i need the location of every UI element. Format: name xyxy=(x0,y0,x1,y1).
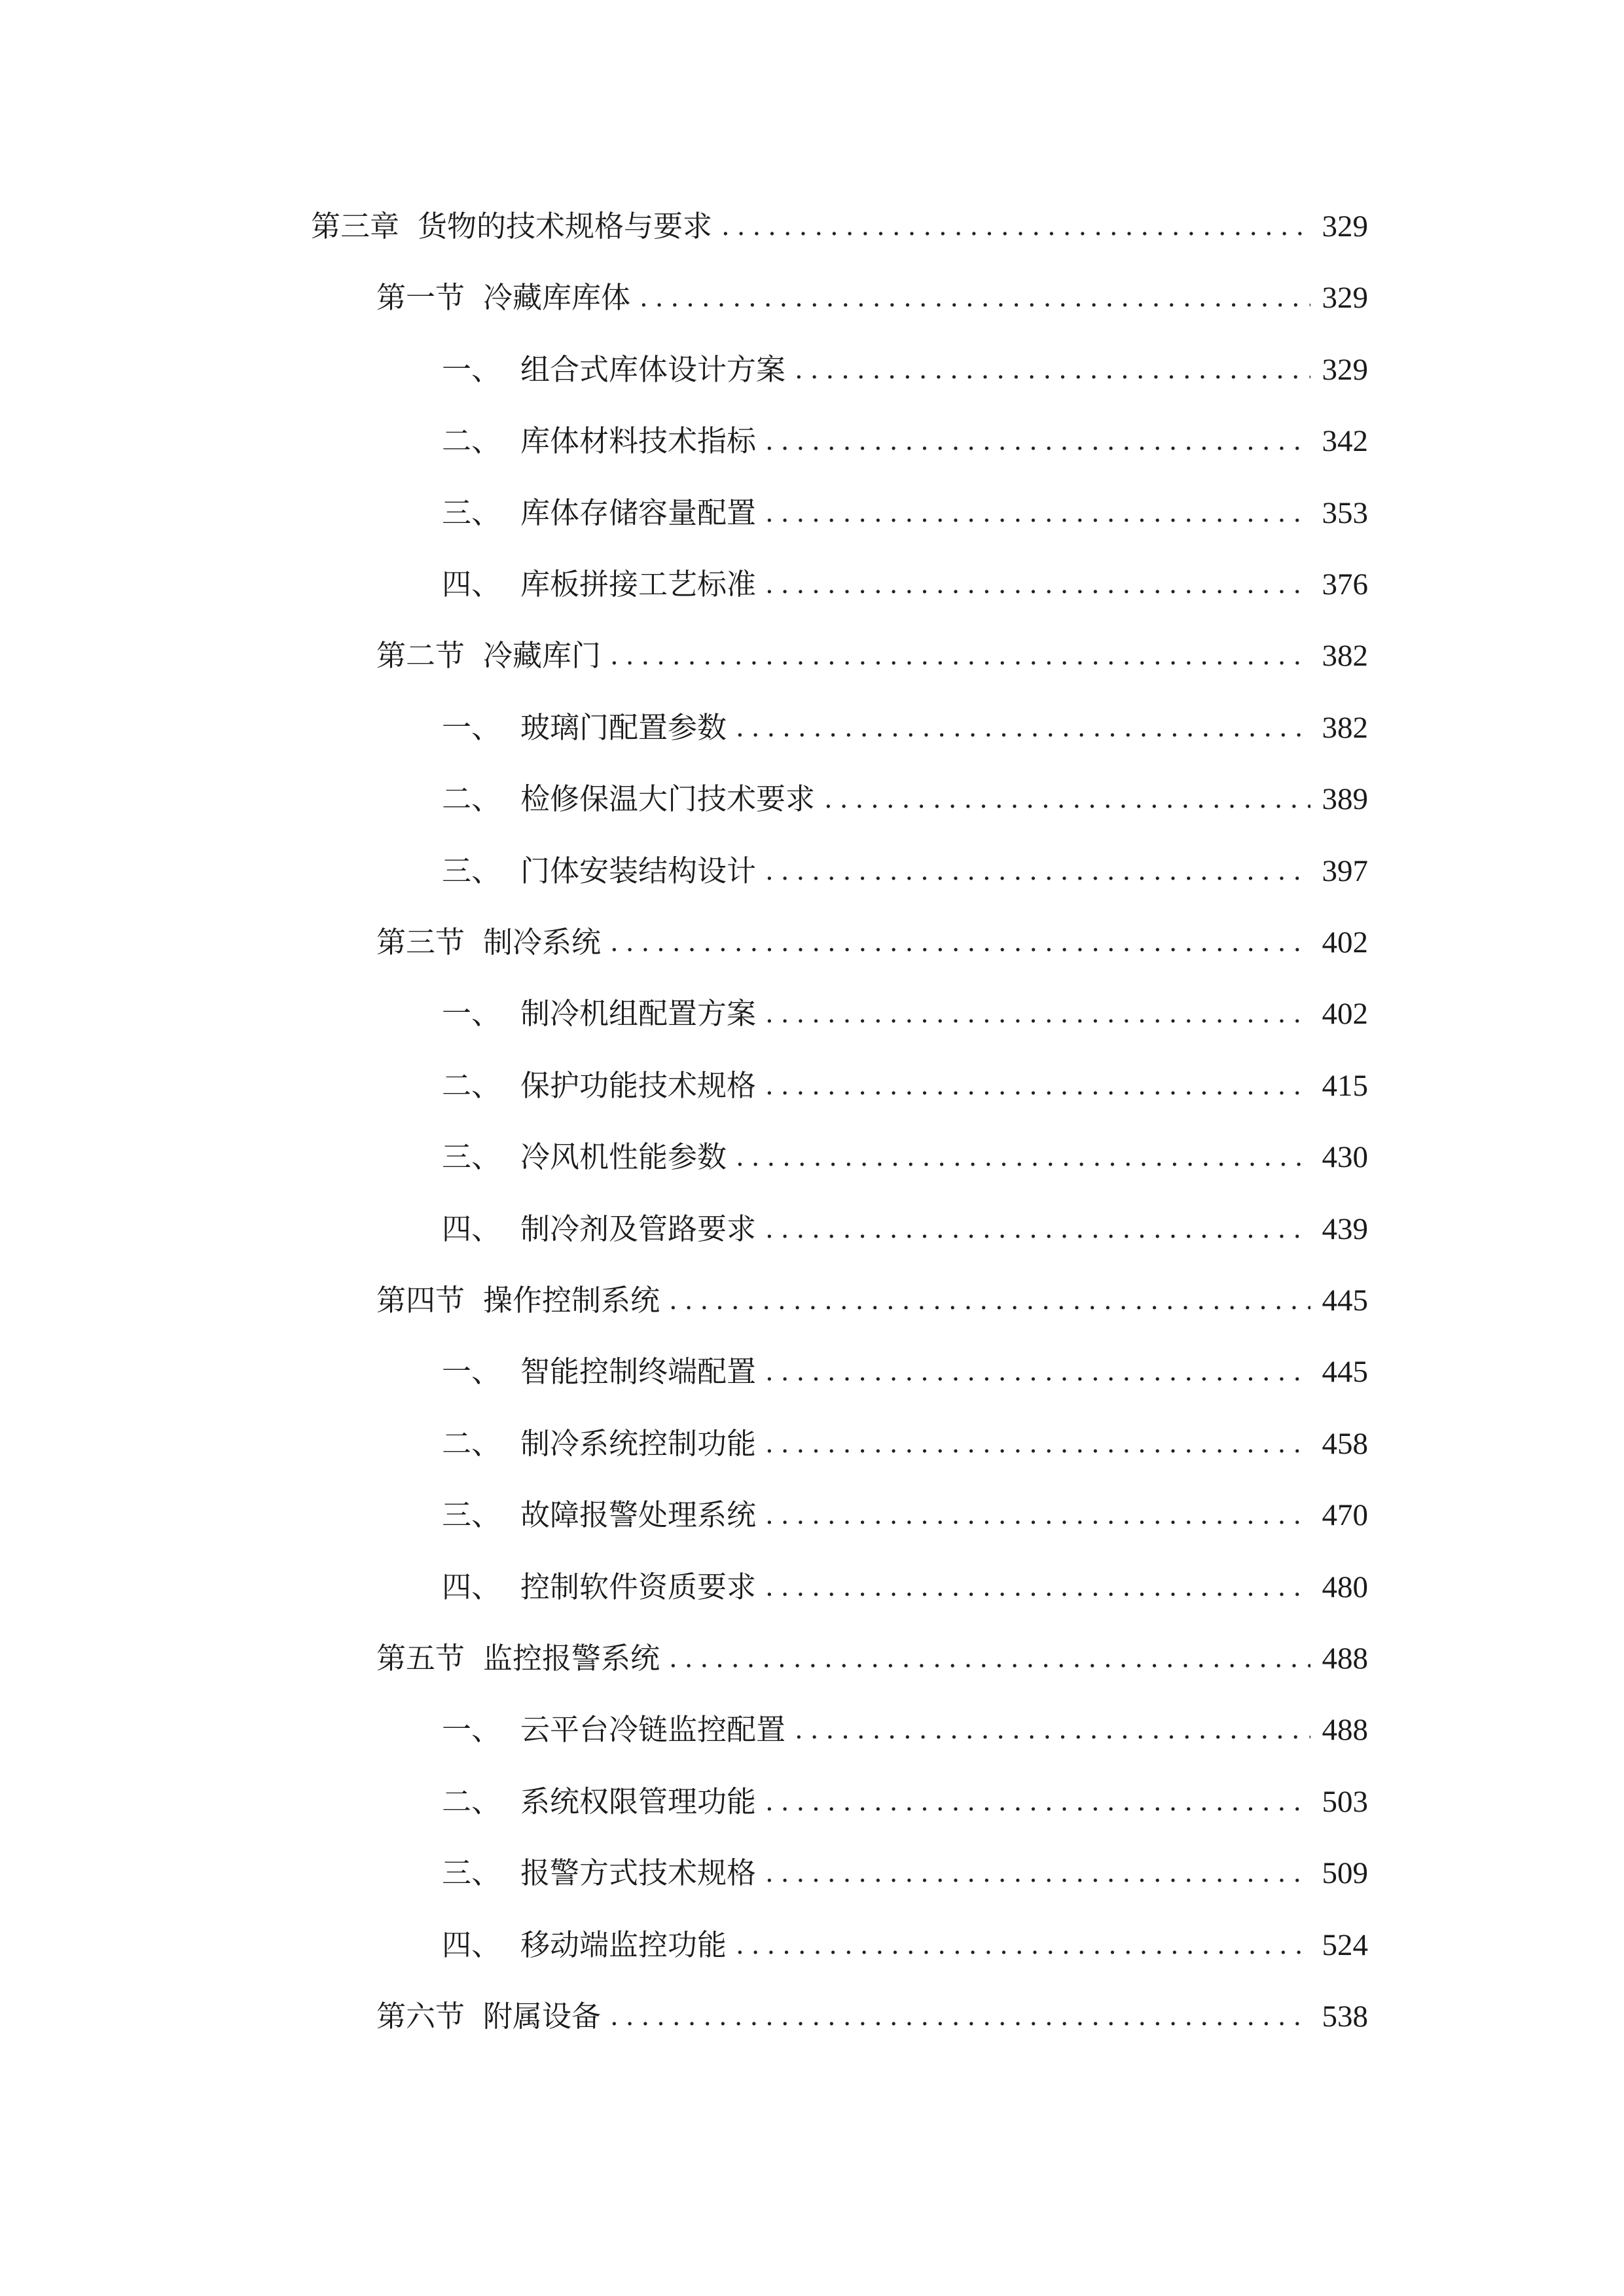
entry-number: 三、 xyxy=(442,495,501,530)
entry-title: 组合式库体设计方案 xyxy=(520,352,786,387)
leader-dots xyxy=(765,853,1310,889)
page-number: 389 xyxy=(1322,782,1368,816)
toc-entry-chapter-3[interactable] xyxy=(311,192,1368,245)
entry-title: 系统权限管理功能 xyxy=(520,1784,757,1819)
entry-title: 云平台冷链监控配置 xyxy=(520,1712,786,1747)
toc-entry-item[interactable] xyxy=(442,694,1368,746)
entry-title: 控制软件资质要求 xyxy=(520,1570,757,1604)
page-number: 397 xyxy=(1322,854,1368,888)
toc-entry-section-2[interactable] xyxy=(376,622,1368,674)
leader-dots xyxy=(640,279,1310,316)
toc-entry-item[interactable] xyxy=(442,1768,1368,1820)
page-number: 353 xyxy=(1322,496,1368,530)
entry-title: 库板拼接工艺标准 xyxy=(520,567,757,601)
entry-number: 一、 xyxy=(442,1712,501,1747)
page-number: 488 xyxy=(1322,1641,1368,1676)
page-number: 382 xyxy=(1322,639,1368,673)
page-number: 538 xyxy=(1322,2000,1368,2034)
page-number: 382 xyxy=(1322,711,1368,745)
entry-title: 制冷系统 xyxy=(483,925,602,960)
page-number: 524 xyxy=(1322,1928,1368,1962)
entry-title: 智能控制终端配置 xyxy=(520,1354,757,1389)
page-number: 488 xyxy=(1322,1713,1368,1747)
toc-entry-item[interactable] xyxy=(442,980,1368,1032)
toc-entry-item[interactable] xyxy=(442,336,1368,388)
toc-entry-item[interactable] xyxy=(442,1052,1368,1104)
entry-title: 库体存储容量配置 xyxy=(520,495,757,530)
page-number: 342 xyxy=(1322,424,1368,458)
entry-number: 三、 xyxy=(442,1498,501,1532)
toc-entry-item[interactable] xyxy=(442,1195,1368,1247)
page-number: 415 xyxy=(1322,1069,1368,1103)
toc-entry-item[interactable] xyxy=(442,1911,1368,1964)
toc-entry-section-5[interactable] xyxy=(376,1624,1368,1677)
leader-dots xyxy=(736,709,1310,746)
toc-entry-item[interactable] xyxy=(442,479,1368,531)
toc-entry-section-4[interactable] xyxy=(376,1266,1368,1319)
toc-entry-section-6[interactable] xyxy=(376,1982,1368,2035)
page-number: 402 xyxy=(1322,997,1368,1031)
page-number: 376 xyxy=(1322,567,1368,601)
leader-dots xyxy=(736,1139,1310,1175)
page-number: 329 xyxy=(1322,353,1368,387)
entry-number: 二、 xyxy=(442,423,501,458)
entry-number: 四、 xyxy=(442,567,501,601)
toc-entry-item[interactable] xyxy=(442,407,1368,459)
page-number: 439 xyxy=(1322,1212,1368,1246)
leader-dots xyxy=(765,1497,1310,1534)
leader-dots xyxy=(765,1211,1310,1247)
page-number: 430 xyxy=(1322,1140,1368,1174)
entry-title: 冷藏库门 xyxy=(483,638,602,673)
entry-number: 三、 xyxy=(442,1856,501,1890)
toc-entry-item[interactable] xyxy=(442,765,1368,817)
leader-dots xyxy=(765,1784,1310,1820)
entry-number: 二、 xyxy=(442,781,501,816)
page-number: 458 xyxy=(1322,1427,1368,1461)
entry-title: 移动端监控功能 xyxy=(520,1928,727,1962)
page-number: 445 xyxy=(1322,1355,1368,1389)
leader-dots xyxy=(765,1067,1310,1104)
leader-dots xyxy=(736,1927,1310,1964)
leader-dots xyxy=(765,1354,1310,1390)
leader-dots xyxy=(795,1712,1310,1748)
page-number: 509 xyxy=(1322,1856,1368,1890)
leader-dots xyxy=(610,924,1310,961)
entry-number: 四、 xyxy=(442,1211,501,1246)
entry-number: 第一节 xyxy=(376,280,465,315)
entry-number: 一、 xyxy=(442,996,501,1031)
leader-dots xyxy=(610,1998,1310,2035)
toc-entry-item[interactable] xyxy=(442,1696,1368,1748)
page-number: 470 xyxy=(1322,1498,1368,1532)
entry-title: 保护功能技术规格 xyxy=(520,1068,757,1103)
leader-dots xyxy=(795,351,1310,388)
entry-title: 冷藏库库体 xyxy=(483,280,631,315)
toc-entry-item[interactable] xyxy=(442,1839,1368,1892)
entry-title: 监控报警系统 xyxy=(483,1641,660,1676)
entry-number: 第四节 xyxy=(376,1283,465,1318)
entry-title: 货物的技术规格与要求 xyxy=(418,209,713,243)
entry-number: 第二节 xyxy=(376,638,465,673)
entry-title: 库体材料技术指标 xyxy=(520,423,757,458)
entry-number: 二、 xyxy=(442,1426,501,1461)
leader-dots xyxy=(765,1426,1310,1462)
toc-entry-item[interactable] xyxy=(442,1123,1368,1175)
entry-number: 第六节 xyxy=(376,1999,465,2034)
entry-number: 三、 xyxy=(442,1139,501,1174)
page-number: 445 xyxy=(1322,1283,1368,1318)
entry-number: 一、 xyxy=(442,710,501,745)
toc-entry-item[interactable] xyxy=(442,1553,1368,1605)
page-number: 329 xyxy=(1322,281,1368,315)
toc-entry-item[interactable] xyxy=(442,1481,1368,1534)
page-number: 480 xyxy=(1322,1570,1368,1604)
entry-number: 二、 xyxy=(442,1784,501,1819)
entry-title: 制冷系统控制功能 xyxy=(520,1426,757,1461)
entry-title: 制冷剂及管路要求 xyxy=(520,1211,757,1246)
entry-title: 检修保温大门技术要求 xyxy=(520,781,816,816)
leader-dots xyxy=(669,1282,1310,1319)
leader-dots xyxy=(765,996,1310,1032)
entry-title: 故障报警处理系统 xyxy=(520,1498,757,1532)
leader-dots xyxy=(721,208,1310,245)
entry-number: 第三章 xyxy=(311,209,400,243)
entry-title: 操作控制系统 xyxy=(483,1283,660,1318)
entry-title: 报警方式技术规格 xyxy=(520,1856,757,1890)
entry-number: 四、 xyxy=(442,1928,501,1962)
entry-number: 一、 xyxy=(442,352,501,387)
entry-title: 制冷机组配置方案 xyxy=(520,996,757,1031)
toc-entry-item[interactable] xyxy=(442,1338,1368,1390)
entry-title: 门体安装结构设计 xyxy=(520,853,757,888)
page-number: 402 xyxy=(1322,925,1368,960)
leader-dots xyxy=(765,495,1310,531)
toc-entry-item[interactable] xyxy=(442,1410,1368,1462)
entry-title: 玻璃门配置参数 xyxy=(520,710,727,745)
entry-number: 第三节 xyxy=(376,925,465,960)
leader-dots xyxy=(610,637,1310,674)
entry-title: 附属设备 xyxy=(483,1999,602,2034)
entry-number: 第五节 xyxy=(376,1641,465,1676)
entry-title: 冷风机性能参数 xyxy=(520,1139,727,1174)
toc-entry-item[interactable] xyxy=(442,837,1368,889)
leader-dots xyxy=(669,1640,1310,1677)
page-number: 503 xyxy=(1322,1785,1368,1819)
leader-dots xyxy=(765,423,1310,459)
entry-number: 三、 xyxy=(442,853,501,888)
entry-number: 四、 xyxy=(442,1570,501,1604)
leader-dots xyxy=(765,1569,1310,1605)
toc-entry-item[interactable] xyxy=(442,550,1368,603)
entry-number: 一、 xyxy=(442,1354,501,1389)
leader-dots xyxy=(765,566,1310,603)
toc-entry-section-1[interactable] xyxy=(376,264,1368,316)
page-number: 329 xyxy=(1322,209,1368,243)
leader-dots xyxy=(765,1855,1310,1892)
entry-number: 二、 xyxy=(442,1068,501,1103)
toc-entry-section-3[interactable] xyxy=(376,908,1368,961)
leader-dots xyxy=(824,781,1310,817)
